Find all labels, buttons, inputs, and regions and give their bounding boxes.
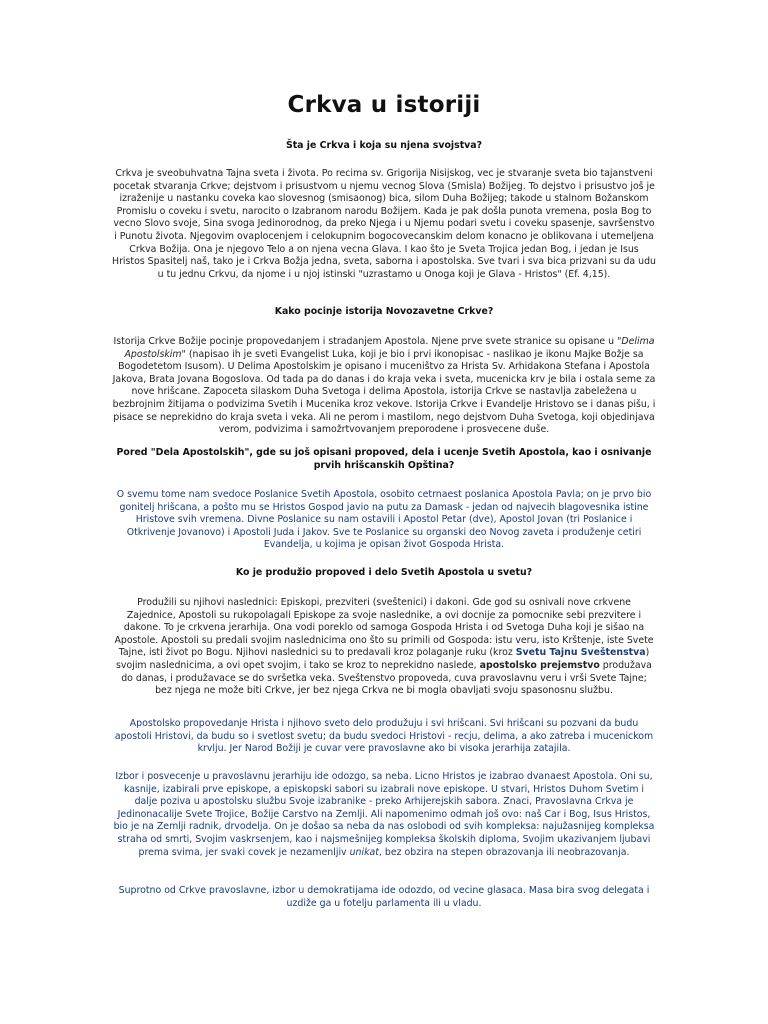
- paragraph-6-text-a: Izbor i posvecenje u pravoslavnu jerarhiju ide odozgo, sa neba. Licno Hristos je izabrao dvanaest Apostola. Oni su, kasnije, izabirali prve episkope, a episkopski sabori su izabrali nove episkope. U stvari, Hristos Duhom Svetim i dalje poziva u apostolsku službu Svoje izabranike - preko Arhijerejskih sabora. Znaci, Pravoslavna Crkva je Jedinonacalije Svete Trojice, Božije Carstvo na Zemlji. Ali napomenimo odmah još ovo: naš Car i Bog, Isus Hristos, bio je na Zemlji radnik, drvodelja. On je došao sa neba da nas oslobodi od svih kompleksa: najužasnijeg kompleksa straha od smrti, Svojim vaskrsenjem, kao i najsmešnijeg kompleksa školskih diploma, Svojim ukazivanjem ljubavi prema svima, jer svaki covek je nezamenljiv: [113, 771, 655, 858]
- paragraph-4-text-c: produžava do danas, i produžavace se do svršetka veka. Sveštenstvo propoveda, cuva pravoslavnu veru i vrši Svete Tajne; bez njega ne može biti Crkve, jer bez njega Crkva ne bi mogla obavljati svoju spasonosnu službu.: [121, 659, 652, 697]
- paragraph-6: [112, 771, 656, 859]
- paragraph-4-text-b: ) svojim naslednicima, a ovi opet svojim, i tako se kroz to neprekidno naslede,: [116, 647, 650, 671]
- paragraph-2-text-b: (napisao ih je sveti Evangelist Luka, koji je bio i prvi ikonopisac - naslikao je ikonu Majke Božje sa Bogodetetom Isusom). U Delima Apostolskim je opisano i muceništvo za Hrista Sv. Arhidakona Stefana i Apostola Jakova, Brata Jovana Bogoslova. Od tada pa do danas i do kraja veka i sveta, mucenicka krv je bila i ostala seme za nove hrišcane. Zapoceta silaskom Duha Svetoga i delima Apostola, istorija Crkve se nastavlja zabeležena u bezbrojnim žitijama o podvizima Svetih i Mucenika kroz vekove. Istorija Crkve i Evandelje Hristovo se i danas pišu, i pisace se neprekidno do kraja sveta i veka. Ali ne perom i mastilom, nego dejstvom Duha Svetoga, koji objedinjava verom, podvizima i samožrtvovanjem preporodene i prosvecene duše.: [112, 348, 656, 436]
- paragraph-1: Crkva je sveobuhvatna Tajna sveta i života. Po recima sv. Grigorija Nisijskog, vec je stvaranje sveta bio tajanstveni pocetak stvaranja Crkve; dejstvom i prisustvom u njemu vecnog Slova (Smisla) Božijeg. To dejstvo i prisustvo još je izraženije u nastanku coveka kao slovesnog (smisaonog) bica, silom Duha Božijeg; takode u stalnom Božanskom Promislu o coveku i svetu, narocito o Izabranom narodu Božijem. Kada je pak došla punota vremena, posla Bog to vecno Slovo svoje, Sina svoga Jedinorodnog, da preko Njega i u Njemu podari svetu i coveku spasenje, savršenstvo i Punotu života. Njegovim ovaplocenjem i celokupnim bogocovecanskim delom konacno je oblikovana i utemeljena Crkva Božija. Ona je njegovo Telo a on njena vecna Glava. I kao što je Sveta Trojica jedan Bog, i jedan je Isus Hristos Spasitelj naš, tako je i Crkva Božja jedna, sveta, saborna i apostolska. Sve tvari i sva bica prizvani su da udu u tu jednu Crkvu, da njome i u njoj istinski "uzrastamo u Onoga koji je Glava - Hristos" (Ef. 4,15).: [112, 168, 656, 280]
- paragraph-4-bold-2: apostolsko prejemstvo: [479, 659, 600, 671]
- question-heading-3: Pored "Dela Apostolskih", gde su još opisani propoved, dela i ucenje Svetih Apostola, kao i osnivanje prvih hrišcanskih Opština?: [116, 447, 652, 471]
- question-heading-2: Kako pocinje istorija Novozavetne Crkve?: [274, 306, 494, 317]
- paragraph-2-text-a: Istorija Crkve Božije pocinje propovedanjem i stradanjem Apostola. Njene prve svete stranice su opisane u: [113, 336, 618, 347]
- page-title: Crkva u istoriji: [287, 92, 481, 118]
- paragraph-4-bold-1: Svetu Tajnu Sveštenstva: [515, 647, 646, 659]
- paragraph-4-text-a: Produžili su njihovi naslednici: Episkopi, prezviteri (sveštenici) i dakoni. Gde god su osnivali nove crkvene Zajednice, Apostoli su rukopolagali Episkope za svoje naslednike, a ovi docnije za pomocnike sebi prezvitere i dakone. To je crkvena jerarhija. Ona vodi poreklo od samoga Gospoda Hrista i od Svetoga Duha koji je sišao na Apostole. Apostoli su predali svojim naslednicima ono što su primili od Gospoda: istu veru, isto Krštenje, iste Svete Tajne, isti život po Bogu. Njihovi naslednici su to predavali kroz polaganje ruku (kroz: [114, 597, 654, 659]
- paragraph-4: [112, 597, 656, 698]
- paragraph-5: Apostolsko propovedanje Hrista i njihovo sveto delo produžuju i svi hrišcani. Svi hrišcani su pozvani da budu apostoli Hristovi, da budu so i svetlost svetu; da budu svedoci Hristovi - recju, delima, a ako zatreba i mucenickom krvlju. Jer Narod Božiji je cuvar vere pravoslavne ako bi visoka jerarhija zatajila.: [114, 718, 654, 755]
- paragraph-3: O svemu tome nam svedoce Poslanice Svetih Apostola, osobito cetrnaest poslanica Apostola Pavla; on je prvo bio gonitelj hrišcana, a pošto mu se Hristos Gospod javio na putu za Damask - jedan od najvecih blagovesnika istine Hristove svih vremena. Divne Poslanice su nam ostavili i Apostol Petar (dve), Apostol Jovan (tri Poslanice i Otkrivenje Jovanovo) i Apostoli Juda i Jakov. Sve te Poslanice su organski deo Novog zaveta i produženje cetiri Evandelja, u kojima je opisan život Gospoda Hrista.: [116, 489, 652, 551]
- paragraph-2: [112, 336, 656, 437]
- paragraph-2-italic: "Delima Apostolskim": [124, 336, 655, 360]
- paragraph-6-italic: unikat: [349, 846, 379, 858]
- question-heading-1: Šta je Crkva i koja su njena svojstva?: [285, 140, 483, 151]
- paragraph-6-text-b: , bez obzira na stepen obrazovanja ili neobrazovanja.: [378, 846, 630, 858]
- paragraph-7: Suprotno od Crkve pravoslavne, izbor u demokratijama ide odozdo, od vecine glasaca. Masa bira svog delegata i uzdiže ga u fotelju parlamenta ili u vladu.: [118, 885, 650, 909]
- question-heading-4: Ko je produžio propoved i delo Svetih Apostola u svetu?: [235, 567, 533, 578]
